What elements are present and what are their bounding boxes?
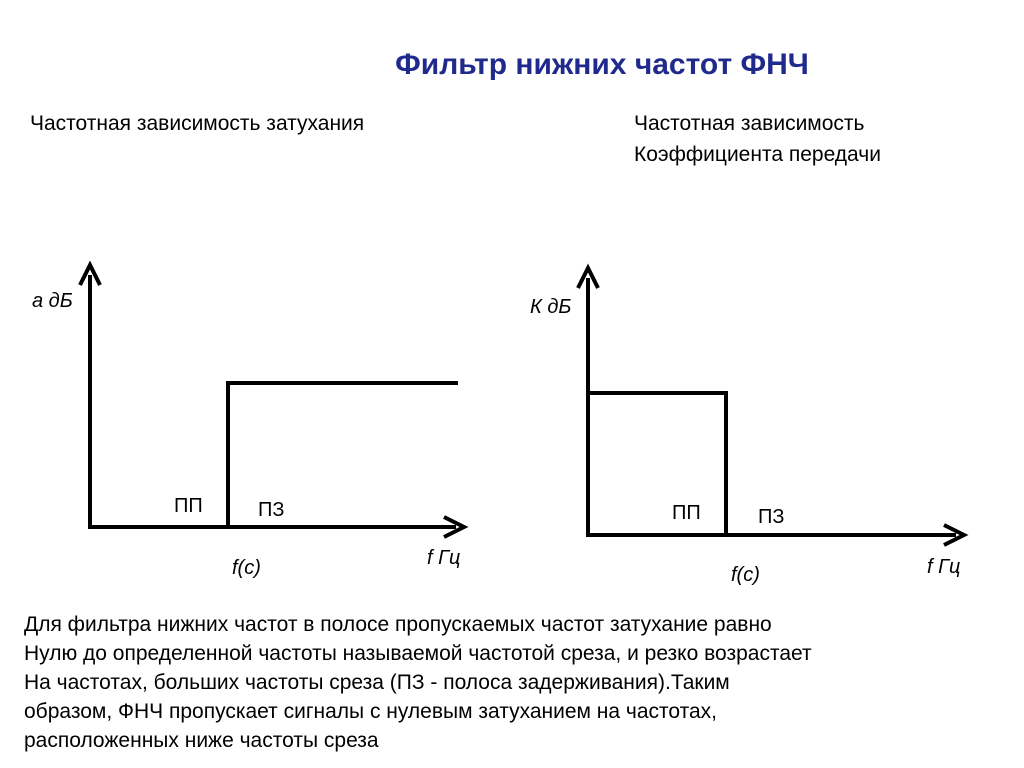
right-cutoff-label: f(c) [731, 564, 760, 586]
right-x-axis-label: f Гц [927, 556, 961, 578]
description-line: На частотах, больших частоты среза (ПЗ - полоса задерживания).Таким [24, 671, 730, 694]
left-y-axis-label: а дБ [32, 290, 73, 312]
left-diagram [80, 265, 464, 537]
right-caption-line2: Коэффициента передачи [634, 143, 881, 166]
right-y-axis-label: К дБ [530, 296, 572, 318]
description-line: Нулю до определенной частоты называемой частотой среза, и резко возрастает [24, 642, 812, 665]
description-line: расположенных ниже частоты среза [24, 729, 379, 752]
left-pass-band-label: ПП [174, 495, 203, 517]
left-caption: Частотная зависимость затухания [30, 112, 365, 135]
right-pass-band-label: ПП [672, 502, 701, 524]
page-title: Фильтр нижних частот ФНЧ [395, 48, 809, 81]
description-line: Для фильтра нижних частот в полосе пропускаемых частот затухание равно [24, 613, 772, 636]
left-stop-band-label: ПЗ [258, 499, 285, 521]
description-text [24, 610, 1014, 755]
left-cutoff-label: f(c) [232, 557, 261, 579]
right-caption-line1: Частотная зависимость [634, 112, 865, 135]
left-x-axis-label: f Гц [427, 547, 461, 569]
right-stop-band-label: ПЗ [758, 506, 785, 528]
right-diagram [578, 268, 964, 545]
description-line: образом, ФНЧ пропускает сигналы с нулевым затуханием на частотах, [24, 700, 718, 723]
right-transfer-curve [588, 393, 726, 535]
